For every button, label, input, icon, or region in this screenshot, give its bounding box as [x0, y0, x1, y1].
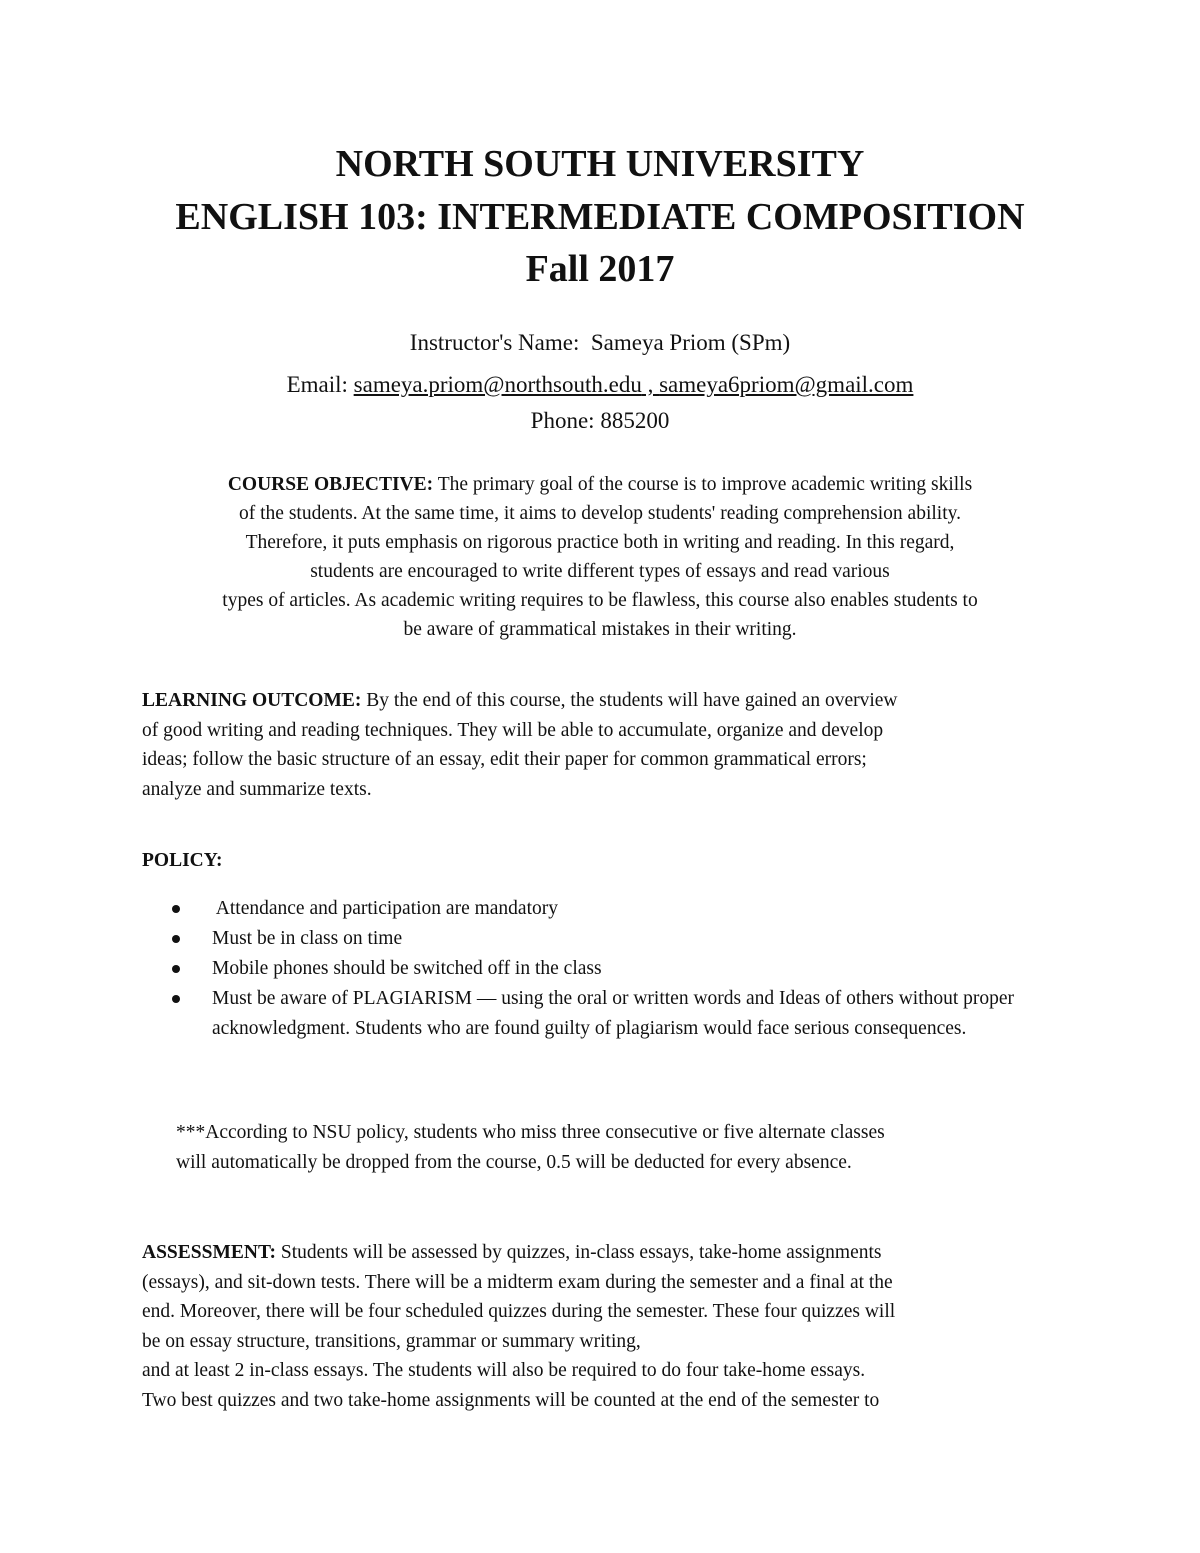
assessment-heading: ASSESSMENT: — [142, 1242, 277, 1263]
bullet-icon — [172, 995, 180, 1003]
objective-line: be aware of grammatical mistakes in their writing. — [403, 619, 797, 640]
phone-value: 885200 — [600, 408, 670, 433]
policy-item-text: Attendance and participation are mandatory — [212, 898, 558, 919]
email-line — [0, 372, 1200, 398]
note-line: will automatically be dropped from the course, 0.5 will be deducted for every absence. — [176, 1152, 852, 1173]
list-item — [172, 894, 1062, 924]
course-title: ENGLISH 103: INTERMEDIATE COMPOSITION — [175, 196, 1025, 238]
semester-title: Fall 2017 — [525, 248, 675, 290]
list-item — [172, 984, 1062, 1044]
list-item — [172, 924, 1062, 954]
assessment-text: Students will be assessed by quizzes, in-class essays, take-home assignments — [280, 1242, 882, 1263]
objective-line: types of articles. As academic writing requires to be flawless, this course also enables students to — [222, 590, 978, 611]
assessment-line: be on essay structure, transitions, grammar or summary writing, — [142, 1330, 641, 1352]
outcome-line — [142, 686, 1062, 716]
note-line: ***According to NSU policy, students who miss three consecutive or five alternate classes — [176, 1122, 885, 1143]
email-link-secondary[interactable]: sameya6priom@gmail.com — [659, 372, 914, 397]
instructor-label: Instructor's Name: — [409, 330, 580, 355]
objective-heading: COURSE OBJECTIVE: — [227, 474, 434, 495]
objective-line: students are encouraged to write different types of essays and read various — [310, 561, 890, 582]
outcome-text: By the end of this course, the students will have gained an overview — [366, 690, 898, 711]
university-title: NORTH SOUTH UNIVERSITY — [335, 143, 865, 185]
learning-outcome-section — [142, 686, 1062, 804]
policy-list — [172, 894, 1062, 1044]
policy-item-text: Mobile phones should be switched off in the class — [212, 958, 602, 979]
assessment-line — [142, 1238, 1062, 1268]
policy-item-text: Must be aware of PLAGIARISM — using the oral or written words and Ideas of others without proper acknowledgment. Students who are found guilty of plagiarism would face serious consequences. — [212, 988, 1015, 1039]
objective-line: of the students. At the same time, it aims to develop students' reading comprehension ability. — [239, 503, 961, 524]
outcome-heading: LEARNING OUTCOME: — [142, 690, 362, 711]
attendance-note — [176, 1118, 1056, 1178]
email-separator: , — [641, 372, 660, 397]
policy-heading: POLICY: — [142, 850, 223, 871]
phone-label: Phone: — [530, 408, 595, 433]
assessment-line: (essays), and sit-down tests. There will be a midterm exam during the semester and a final at the — [142, 1271, 893, 1293]
objective-line — [140, 470, 1060, 499]
bullet-icon — [172, 965, 180, 973]
instructor-line — [0, 330, 1200, 356]
bullet-icon — [172, 935, 180, 943]
assessment-line: Two best quizzes and two take-home assignments will be counted at the end of the semester to — [142, 1389, 880, 1411]
assessment-line: and at least 2 in-class essays. The students will also be required to do four take-home essays. — [142, 1360, 866, 1381]
bullet-icon — [172, 905, 180, 913]
policy-item-text: Must be in class on time — [212, 928, 403, 949]
objective-line: Therefore, it puts emphasis on rigorous practice both in writing and reading. In this regard, — [245, 532, 955, 553]
phone-line — [0, 408, 1200, 434]
course-objective-section — [140, 470, 1060, 644]
outcome-line: ideas; follow the basic structure of an essay, edit their paper for common grammatical errors; — [142, 749, 867, 770]
instructor-name: Sameya Priom (SPm) — [590, 330, 791, 355]
objective-text: The primary goal of the course is to improve academic writing skills — [437, 474, 973, 495]
outcome-line: of good writing and reading techniques. They will be able to accumulate, organize and develop — [142, 719, 884, 741]
email-link-primary[interactable]: sameya.priom@northsouth.edu — [353, 372, 642, 397]
outcome-line: analyze and summarize texts. — [142, 778, 372, 800]
list-item — [172, 954, 1062, 984]
email-label: Email: — [286, 372, 348, 397]
assessment-line: end. Moreover, there will be four scheduled quizzes during the semester. These four quizzes will — [142, 1301, 896, 1322]
assessment-section — [142, 1238, 1062, 1415]
